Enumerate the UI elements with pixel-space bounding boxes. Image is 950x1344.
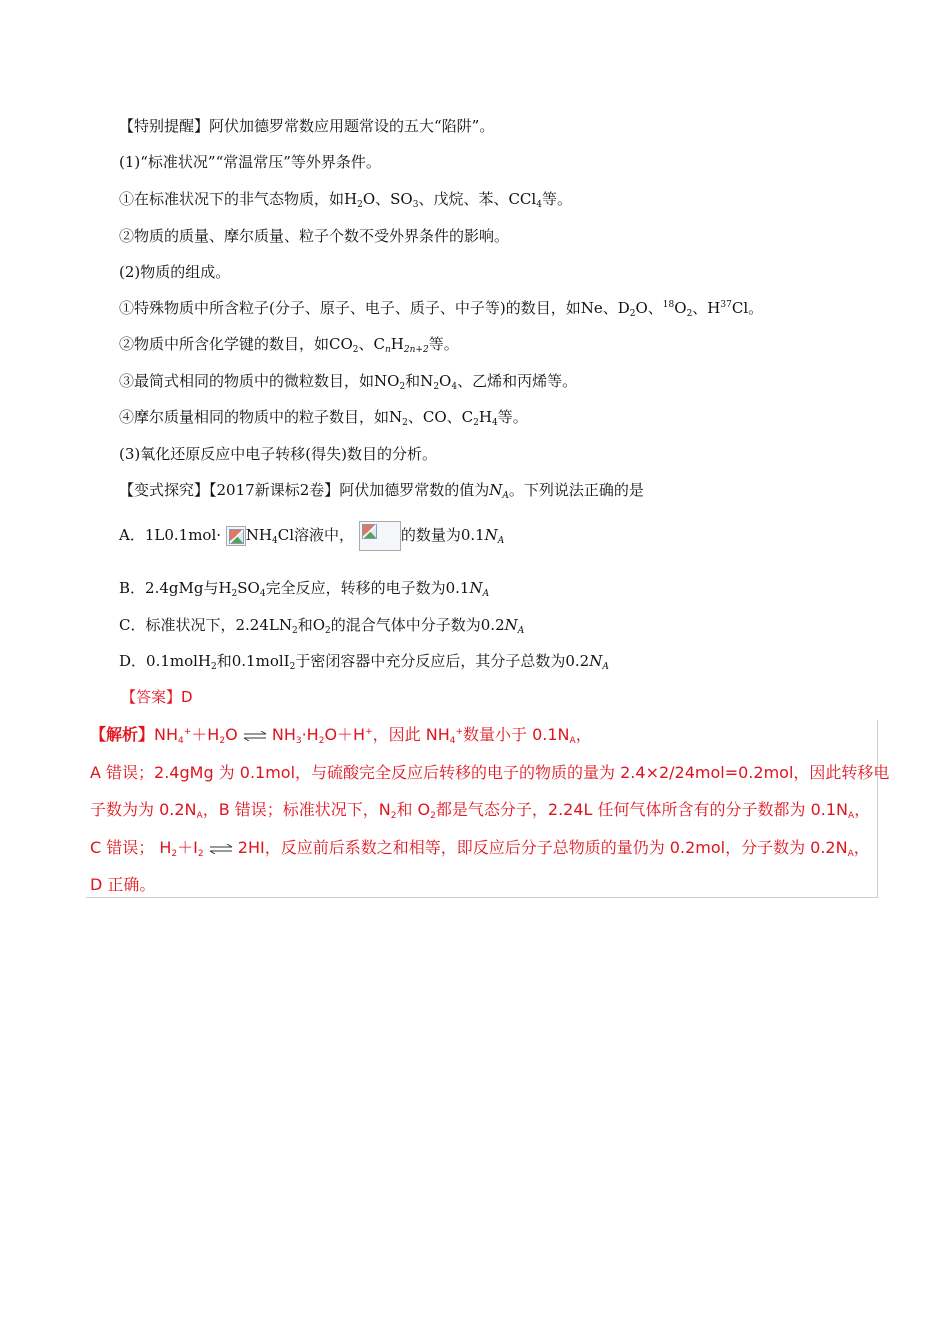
broken-image-icon xyxy=(359,521,401,551)
option-b: B．2.4gMg与$H_2SO_4$完全反应，转移的电子数为$0.1N_A$ xyxy=(119,579,490,599)
variant-label: 【变式探究】 xyxy=(119,481,210,499)
reminder-p1: (1)“标准状况”“常温常压”等外界条件。 xyxy=(119,153,381,171)
analysis-label: 【解析】 xyxy=(90,725,155,744)
reminder-heading xyxy=(119,116,494,136)
broken-image-icon xyxy=(226,526,246,546)
reminder-p3: (3)氧化还原反应中电子转移(得失)数目的分析。 xyxy=(119,445,437,463)
option-a: A．1L0.1mol· $NH_4Cl$溶液中， 的数量为$0.1N_A$ xyxy=(119,520,504,551)
answer-line xyxy=(121,687,193,707)
equilibrium-arrow-icon xyxy=(209,844,233,854)
analysis-line-2: A 错误；2.4gMg 为 0.1mol，与硫酸完全反应后转移的电子的物质的量为 2.4×2/24mol=0.2mol，因此转移电 xyxy=(90,763,890,782)
option-d: D．0.1molH$_2$和0.1molI$_2$于密闭容器中充分反应后，其分子总数为$0.2N_A$ xyxy=(119,652,609,672)
reminder-p1a: ①在标准状况下的非气态物质，如$H_2O$、$SO_3$、戊烷、苯、CCl$_4$等。 xyxy=(119,190,572,210)
reminder-p2d: ④摩尔质量相同的物质中的粒子数目，如$N_2$、CO、$C_2H_4$等。 xyxy=(119,408,528,428)
analysis-line-1: 【解析】$NH_4^++H_2O$ $NH_3\cdot H_2O+H^+$，因此 $NH_4^+$数量小于 $0.1N_A$， xyxy=(90,725,592,746)
variant-stem: 【变式探究】【2017新课标2卷】阿伏加德罗常数的值为$N_A$。下列说法正确的是 xyxy=(119,481,644,501)
reminder-p2: (2)物质的组成。 xyxy=(119,263,231,281)
variant-source: 【2017新课标2卷】 xyxy=(209,481,340,499)
equilibrium-arrow-icon xyxy=(243,731,267,741)
reminder-title: 阿伏加德罗常数应用题常设的五大“陷阱”。 xyxy=(209,117,495,135)
reminder-p2a: ①特殊物质中所含粒子(分子、原子、电子、质子、中子等)的数目，如Ne、$D_2O$、$^{18}O_2$、$H^{37}Cl$。 xyxy=(119,299,764,319)
answer-label: 【答案】 xyxy=(121,688,182,706)
analysis-line-5: D 正确。 xyxy=(90,875,156,894)
reminder-p1b: ②物质的质量、摩尔质量、粒子个数不受外界条件的影响。 xyxy=(119,227,510,245)
answer-value: D xyxy=(181,688,193,706)
option-c: C．标准状况下，$2.24LN_2$和$O_2$的混合气体中分子数为$0.2N_A$ xyxy=(119,616,525,636)
reminder-p2b: ②物质中所含化学键的数目，如$CO_2$、$C_nH_{2n+2}$等。 xyxy=(119,335,459,355)
reminder-p2c: ③最简式相同的物质中的微粒数目，如$NO_2$和$N_2O_4$、乙烯和丙烯等。 xyxy=(119,372,578,392)
reminder-label: 【特别提醒】 xyxy=(119,117,210,135)
analysis-line-3: 子数为为 $0.2N_A$，B 错误；标准状况下，$N_2$和 $O_2$都是气态分子，2.24L 任何气体所含有的分子数都为 $0.1N_A$， xyxy=(90,800,871,821)
analysis-line-4: C 错误； $H_2+I_2$ 2HI，反应前后系数之和相等，即反应后分子总物质的量仍为 0.2mol，分子数为 $0.2N_A$， xyxy=(90,838,870,859)
